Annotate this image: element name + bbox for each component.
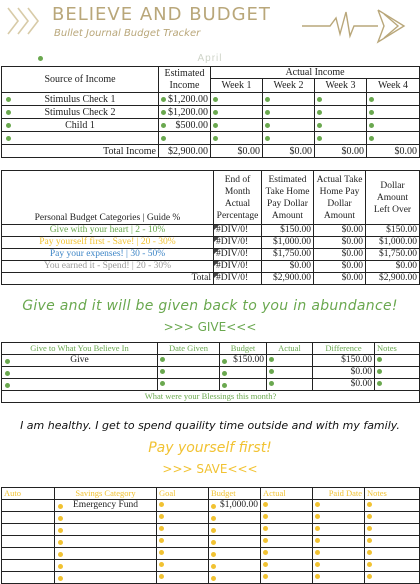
budget-left-cell: $150.00 — [366, 225, 420, 237]
save-actual-cell[interactable] — [261, 500, 313, 512]
green-dot-icon — [6, 110, 11, 115]
save-budget-cell[interactable] — [209, 536, 261, 548]
income-table — [1, 66, 420, 158]
act-take-home-header: Actual Take Home Pay Dollar Amount — [314, 171, 366, 225]
give-difference-cell: $150.00 — [313, 355, 375, 367]
save-goal-cell[interactable] — [157, 512, 209, 524]
yellow-dot-icon — [211, 516, 216, 521]
give-banner: Give and it will be given back to you in abundance! — [22, 298, 398, 314]
save-paid-date-cell[interactable] — [313, 548, 365, 560]
give-actual-cell[interactable] — [267, 355, 313, 367]
save-auto-cell[interactable] — [2, 560, 55, 572]
give-budget-cell[interactable] — [220, 379, 267, 391]
yellow-dot-icon — [211, 552, 216, 557]
give-budget-cell[interactable]: $150.00 — [220, 355, 267, 367]
save-category-cell[interactable] — [55, 560, 157, 572]
yellow-dot-icon — [367, 502, 372, 507]
chevrons-left-icon — [4, 6, 48, 36]
save-goal-cell[interactable] — [157, 524, 209, 536]
save-row — [2, 500, 420, 512]
green-dot-icon — [160, 357, 165, 362]
save-row — [2, 572, 420, 584]
give-name-cell[interactable] — [2, 367, 158, 379]
yellow-dot-icon — [159, 550, 164, 555]
save-goal-header: Goal — [157, 488, 209, 500]
save-auto-header: Auto — [2, 488, 55, 500]
green-dot-icon — [160, 369, 165, 374]
income-total-row — [2, 145, 420, 158]
yellow-dot-icon — [58, 576, 63, 581]
save-actual-cell[interactable] — [261, 560, 313, 572]
budget-act-cell: $0.00 — [314, 261, 366, 273]
budget-left-cell: $1,000.00 — [366, 237, 420, 249]
app-title: BELIEVE AND BUDGET — [52, 4, 271, 25]
week4-header: Week 4 — [367, 79, 420, 93]
give-actual-cell[interactable] — [267, 379, 313, 391]
give-actual-header: Actual — [267, 343, 313, 355]
week3-cell[interactable] — [315, 119, 367, 132]
green-dot-icon — [317, 97, 322, 102]
green-dot-icon — [269, 381, 274, 386]
income-source-cell[interactable]: Stimulus Check 1 — [2, 93, 159, 106]
give-date-cell[interactable] — [158, 367, 220, 379]
green-dot-icon — [377, 369, 382, 374]
yellow-dot-icon — [263, 574, 268, 579]
give-row — [2, 379, 420, 391]
save-actual-cell[interactable] — [261, 512, 313, 524]
budget-total-est: $2,900.00 — [262, 273, 314, 285]
save-category-cell[interactable] — [55, 524, 157, 536]
yellow-dot-icon — [315, 526, 320, 531]
budget-row — [2, 237, 420, 249]
green-dot-icon — [317, 110, 322, 115]
save-row — [2, 560, 420, 572]
yellow-dot-icon — [211, 540, 216, 545]
save-budget-cell[interactable]: $1,000.00 — [209, 500, 261, 512]
yellow-dot-icon — [367, 526, 372, 531]
budget-category-header: Personal Budget Categories | Guide % — [2, 171, 214, 225]
give-row — [2, 355, 420, 367]
green-dot-icon — [213, 110, 218, 115]
save-actual-cell[interactable] — [261, 572, 313, 584]
save-auto-cell[interactable] — [2, 524, 55, 536]
save-row — [2, 548, 420, 560]
estimated-income-cell[interactable]: $1,200.00 — [159, 106, 211, 119]
save-actual-cell[interactable] — [261, 548, 313, 560]
week3-cell[interactable] — [315, 93, 367, 106]
give-actual-cell[interactable] — [267, 367, 313, 379]
budget-category-spend: You earned it - Spend! | 20 - 30% — [2, 261, 214, 273]
budget-table — [1, 170, 420, 285]
green-dot-icon — [222, 371, 227, 376]
save-budget-cell[interactable] — [209, 560, 261, 572]
week1-header: Week 1 — [211, 79, 263, 93]
save-goal-cell[interactable] — [157, 536, 209, 548]
green-dot-icon — [369, 136, 374, 141]
save-heading: >>> SAVE<<< — [162, 462, 258, 476]
give-date-header: Date Given — [158, 343, 220, 355]
yellow-dot-icon — [211, 504, 216, 509]
save-paid-date-cell[interactable] — [313, 524, 365, 536]
green-dot-icon — [317, 123, 322, 128]
budget-est-cell: $1,000.00 — [262, 237, 314, 249]
income-source-cell[interactable] — [2, 132, 159, 145]
yellow-dot-icon — [367, 514, 372, 519]
give-row — [2, 367, 420, 379]
budget-total-act: $0.00 — [314, 273, 366, 285]
save-category-cell[interactable] — [55, 548, 157, 560]
save-goal-cell[interactable] — [157, 560, 209, 572]
yellow-dot-icon — [315, 502, 320, 507]
heartbeat-arrow-icon — [300, 4, 418, 46]
month-name: April — [197, 53, 223, 64]
yellow-dot-icon — [263, 514, 268, 519]
end-month-pct-header: End of Month Actual Percentage — [214, 171, 262, 225]
week1-cell[interactable] — [211, 106, 263, 119]
give-table — [1, 342, 420, 403]
green-dot-icon — [369, 110, 374, 115]
yellow-dot-icon — [315, 514, 320, 519]
give-notes-cell[interactable] — [375, 355, 420, 367]
save-notes-cell[interactable] — [365, 536, 420, 548]
give-notes-cell[interactable] — [375, 379, 420, 391]
save-row — [2, 512, 420, 524]
give-difference-cell: $0.00 — [313, 367, 375, 379]
save-budget-cell[interactable] — [209, 548, 261, 560]
save-auto-cell[interactable] — [2, 500, 55, 512]
yellow-dot-icon — [367, 550, 372, 555]
save-auto-cell[interactable] — [2, 536, 55, 548]
give-budget-cell[interactable] — [220, 367, 267, 379]
yellow-dot-icon — [263, 550, 268, 555]
green-dot-icon — [222, 359, 227, 364]
page-header — [0, 0, 420, 52]
income-source-header: Source of Income — [2, 67, 159, 93]
green-dot-icon — [265, 97, 270, 102]
give-budget-header: Budget — [220, 343, 267, 355]
budget-pct-cell: #DIV/0! — [214, 249, 262, 261]
yellow-dot-icon — [159, 538, 164, 543]
budget-est-cell: $0.00 — [262, 261, 314, 273]
save-row — [2, 524, 420, 536]
save-paid-date-cell[interactable] — [313, 560, 365, 572]
yellow-dot-icon — [263, 538, 268, 543]
green-dot-icon — [213, 97, 218, 102]
income-row — [2, 119, 420, 132]
give-date-cell[interactable] — [158, 355, 220, 367]
save-category-header: Savings Category — [55, 488, 157, 500]
budget-pct-cell: #DIV/0! — [214, 225, 262, 237]
yellow-dot-icon — [367, 574, 372, 579]
budget-est-cell: $150.00 — [262, 225, 314, 237]
save-notes-header: Notes — [365, 488, 420, 500]
yellow-dot-icon — [315, 550, 320, 555]
green-dot-icon — [5, 359, 10, 364]
total-week4: $0.00 — [367, 145, 420, 158]
budget-category-give: Give with your heart | 2 - 10% — [2, 225, 214, 237]
yellow-dot-icon — [58, 528, 63, 533]
save-goal-cell[interactable] — [157, 572, 209, 584]
budget-left-cell: $1,750.00 — [366, 249, 420, 261]
save-category-cell[interactable] — [55, 512, 157, 524]
week2-cell[interactable] — [263, 106, 315, 119]
save-auto-cell[interactable] — [2, 548, 55, 560]
save-notes-cell[interactable] — [365, 548, 420, 560]
give-name-cell[interactable]: Give — [2, 355, 158, 367]
yellow-dot-icon — [315, 538, 320, 543]
green-dot-icon — [222, 383, 227, 388]
save-table — [1, 487, 420, 584]
week3-cell[interactable] — [315, 132, 367, 145]
budget-act-cell: $0.00 — [314, 249, 366, 261]
save-auto-cell[interactable] — [2, 572, 55, 584]
yellow-dot-icon — [211, 576, 216, 581]
save-notes-cell[interactable] — [365, 560, 420, 572]
give-difference-cell: $0.00 — [313, 379, 375, 391]
estimated-income-cell[interactable]: $1,200.00 — [159, 93, 211, 106]
app-subtitle: Bullet Journal Budget Tracker — [54, 28, 201, 39]
yellow-dot-icon — [159, 514, 164, 519]
yellow-dot-icon — [263, 502, 268, 507]
save-notes-cell[interactable] — [365, 500, 420, 512]
save-budget-cell[interactable] — [209, 524, 261, 536]
save-notes-cell[interactable] — [365, 572, 420, 584]
actual-income-header: Actual Income — [211, 67, 420, 79]
green-dot-icon — [269, 357, 274, 362]
green-dot-icon — [6, 123, 11, 128]
save-notes-cell[interactable] — [365, 512, 420, 524]
green-dot-icon — [38, 56, 43, 61]
week1-cell[interactable] — [211, 132, 263, 145]
budget-total-label: Total — [2, 273, 214, 285]
left-over-header: Dollar Amount Left Over — [366, 171, 420, 225]
yellow-dot-icon — [58, 540, 63, 545]
green-dot-icon — [369, 97, 374, 102]
income-source-cell[interactable]: Child 1 — [2, 119, 159, 132]
budget-left-cell: $0.00 — [366, 261, 420, 273]
week4-cell[interactable] — [367, 93, 420, 106]
total-estimated-income: $2,900.00 — [159, 145, 211, 158]
budget-pct-cell: #DIV/0! — [214, 237, 262, 249]
save-paid-date-cell[interactable] — [313, 572, 365, 584]
yellow-dot-icon — [159, 574, 164, 579]
give-difference-header: Difference — [313, 343, 375, 355]
yellow-dot-icon — [159, 562, 164, 567]
yellow-dot-icon — [315, 574, 320, 579]
estimated-income-cell[interactable] — [159, 132, 211, 145]
save-budget-header: Budget — [209, 488, 261, 500]
budget-total-pct: #DIV/0! — [214, 273, 262, 285]
save-actual-header: Actual — [261, 488, 313, 500]
green-dot-icon — [161, 123, 166, 128]
week4-cell[interactable] — [367, 106, 420, 119]
green-dot-icon — [265, 123, 270, 128]
yellow-dot-icon — [211, 564, 216, 569]
save-goal-cell[interactable] — [157, 500, 209, 512]
yellow-dot-icon — [367, 562, 372, 567]
save-notes-cell[interactable] — [365, 524, 420, 536]
yellow-dot-icon — [58, 552, 63, 557]
save-paid-date-cell[interactable] — [313, 512, 365, 524]
income-source-cell[interactable]: Stimulus Check 2 — [2, 106, 159, 119]
yellow-dot-icon — [315, 562, 320, 567]
budget-category-expenses: Pay your expenses! | 30 - 50% — [2, 249, 214, 261]
green-dot-icon — [269, 369, 274, 374]
save-budget-cell[interactable] — [209, 572, 261, 584]
income-row — [2, 132, 420, 145]
budget-pct-cell: #DIV/0! — [214, 261, 262, 273]
yellow-dot-icon — [58, 516, 63, 521]
save-banner: Pay yourself first! — [148, 440, 272, 456]
budget-act-cell: $0.00 — [314, 237, 366, 249]
green-dot-icon — [161, 136, 166, 141]
save-paid-date-cell[interactable] — [313, 500, 365, 512]
green-dot-icon — [5, 383, 10, 388]
green-dot-icon — [6, 136, 11, 141]
green-dot-icon — [377, 381, 382, 386]
save-category-cell[interactable] — [55, 572, 157, 584]
estimated-income-cell[interactable]: $500.00 — [159, 119, 211, 132]
budget-category-save: Pay yourself first - Save! | 20 - 30% — [2, 237, 214, 249]
budget-total-left: $2,900.00 — [366, 273, 420, 285]
budget-row — [2, 249, 420, 261]
green-dot-icon — [265, 110, 270, 115]
week1-cell[interactable] — [211, 93, 263, 106]
week1-cell[interactable] — [211, 119, 263, 132]
week2-cell[interactable] — [263, 119, 315, 132]
green-dot-icon — [369, 123, 374, 128]
total-week1: $0.00 — [211, 145, 263, 158]
green-dot-icon — [6, 97, 11, 102]
budget-row — [2, 225, 420, 237]
save-category-cell[interactable]: Emergency Fund — [55, 500, 157, 512]
give-heading: >>> GIVE<<< — [163, 320, 257, 334]
yellow-dot-icon — [58, 504, 63, 509]
green-dot-icon — [317, 136, 322, 141]
yellow-dot-icon — [263, 562, 268, 567]
blessings-question: What were your Blessings this month? — [2, 391, 420, 403]
budget-row — [2, 261, 420, 273]
blessing-text[interactable]: I am healthy. I get to spend quaility time outside and with my family. — [20, 419, 400, 432]
week2-cell[interactable] — [263, 132, 315, 145]
green-dot-icon — [377, 357, 382, 362]
save-actual-cell[interactable] — [261, 536, 313, 548]
green-dot-icon — [213, 136, 218, 141]
yellow-dot-icon — [159, 502, 164, 507]
green-dot-icon — [213, 123, 218, 128]
income-row — [2, 106, 420, 119]
est-take-home-header: Estimated Take Home Pay Dollar Amount — [262, 171, 314, 225]
green-dot-icon — [161, 110, 166, 115]
give-notes-header: Notes — [375, 343, 420, 355]
month-label — [0, 53, 420, 66]
budget-act-cell: $0.00 — [314, 225, 366, 237]
give-date-cell[interactable] — [158, 379, 220, 391]
give-to-header: Give to What You Believe In — [2, 343, 158, 355]
yellow-dot-icon — [159, 526, 164, 531]
save-paid-date-cell[interactable] — [313, 536, 365, 548]
green-dot-icon — [160, 381, 165, 386]
total-week2: $0.00 — [263, 145, 315, 158]
week4-cell[interactable] — [367, 119, 420, 132]
budget-est-cell: $1,750.00 — [262, 249, 314, 261]
yellow-dot-icon — [211, 528, 216, 533]
yellow-dot-icon — [58, 564, 63, 569]
income-row — [2, 93, 420, 106]
week2-header: Week 2 — [263, 79, 315, 93]
save-actual-cell[interactable] — [261, 524, 313, 536]
week2-cell[interactable] — [263, 93, 315, 106]
estimated-income-header: Estimated Income — [159, 67, 211, 93]
green-dot-icon — [161, 97, 166, 102]
save-goal-cell[interactable] — [157, 548, 209, 560]
yellow-dot-icon — [367, 538, 372, 543]
give-notes-cell[interactable] — [375, 367, 420, 379]
total-week3: $0.00 — [315, 145, 367, 158]
total-income-label: Total Income — [2, 145, 159, 158]
yellow-dot-icon — [263, 526, 268, 531]
give-name-cell[interactable] — [2, 379, 158, 391]
week4-cell[interactable] — [367, 132, 420, 145]
green-dot-icon — [5, 371, 10, 376]
save-row — [2, 536, 420, 548]
save-auto-cell[interactable] — [2, 512, 55, 524]
save-paid-date-header: Paid Date — [313, 488, 365, 500]
save-budget-cell[interactable] — [209, 512, 261, 524]
week3-header: Week 3 — [315, 79, 367, 93]
green-dot-icon — [265, 136, 270, 141]
save-category-cell[interactable] — [55, 536, 157, 548]
week3-cell[interactable] — [315, 106, 367, 119]
budget-total-row — [2, 273, 420, 285]
